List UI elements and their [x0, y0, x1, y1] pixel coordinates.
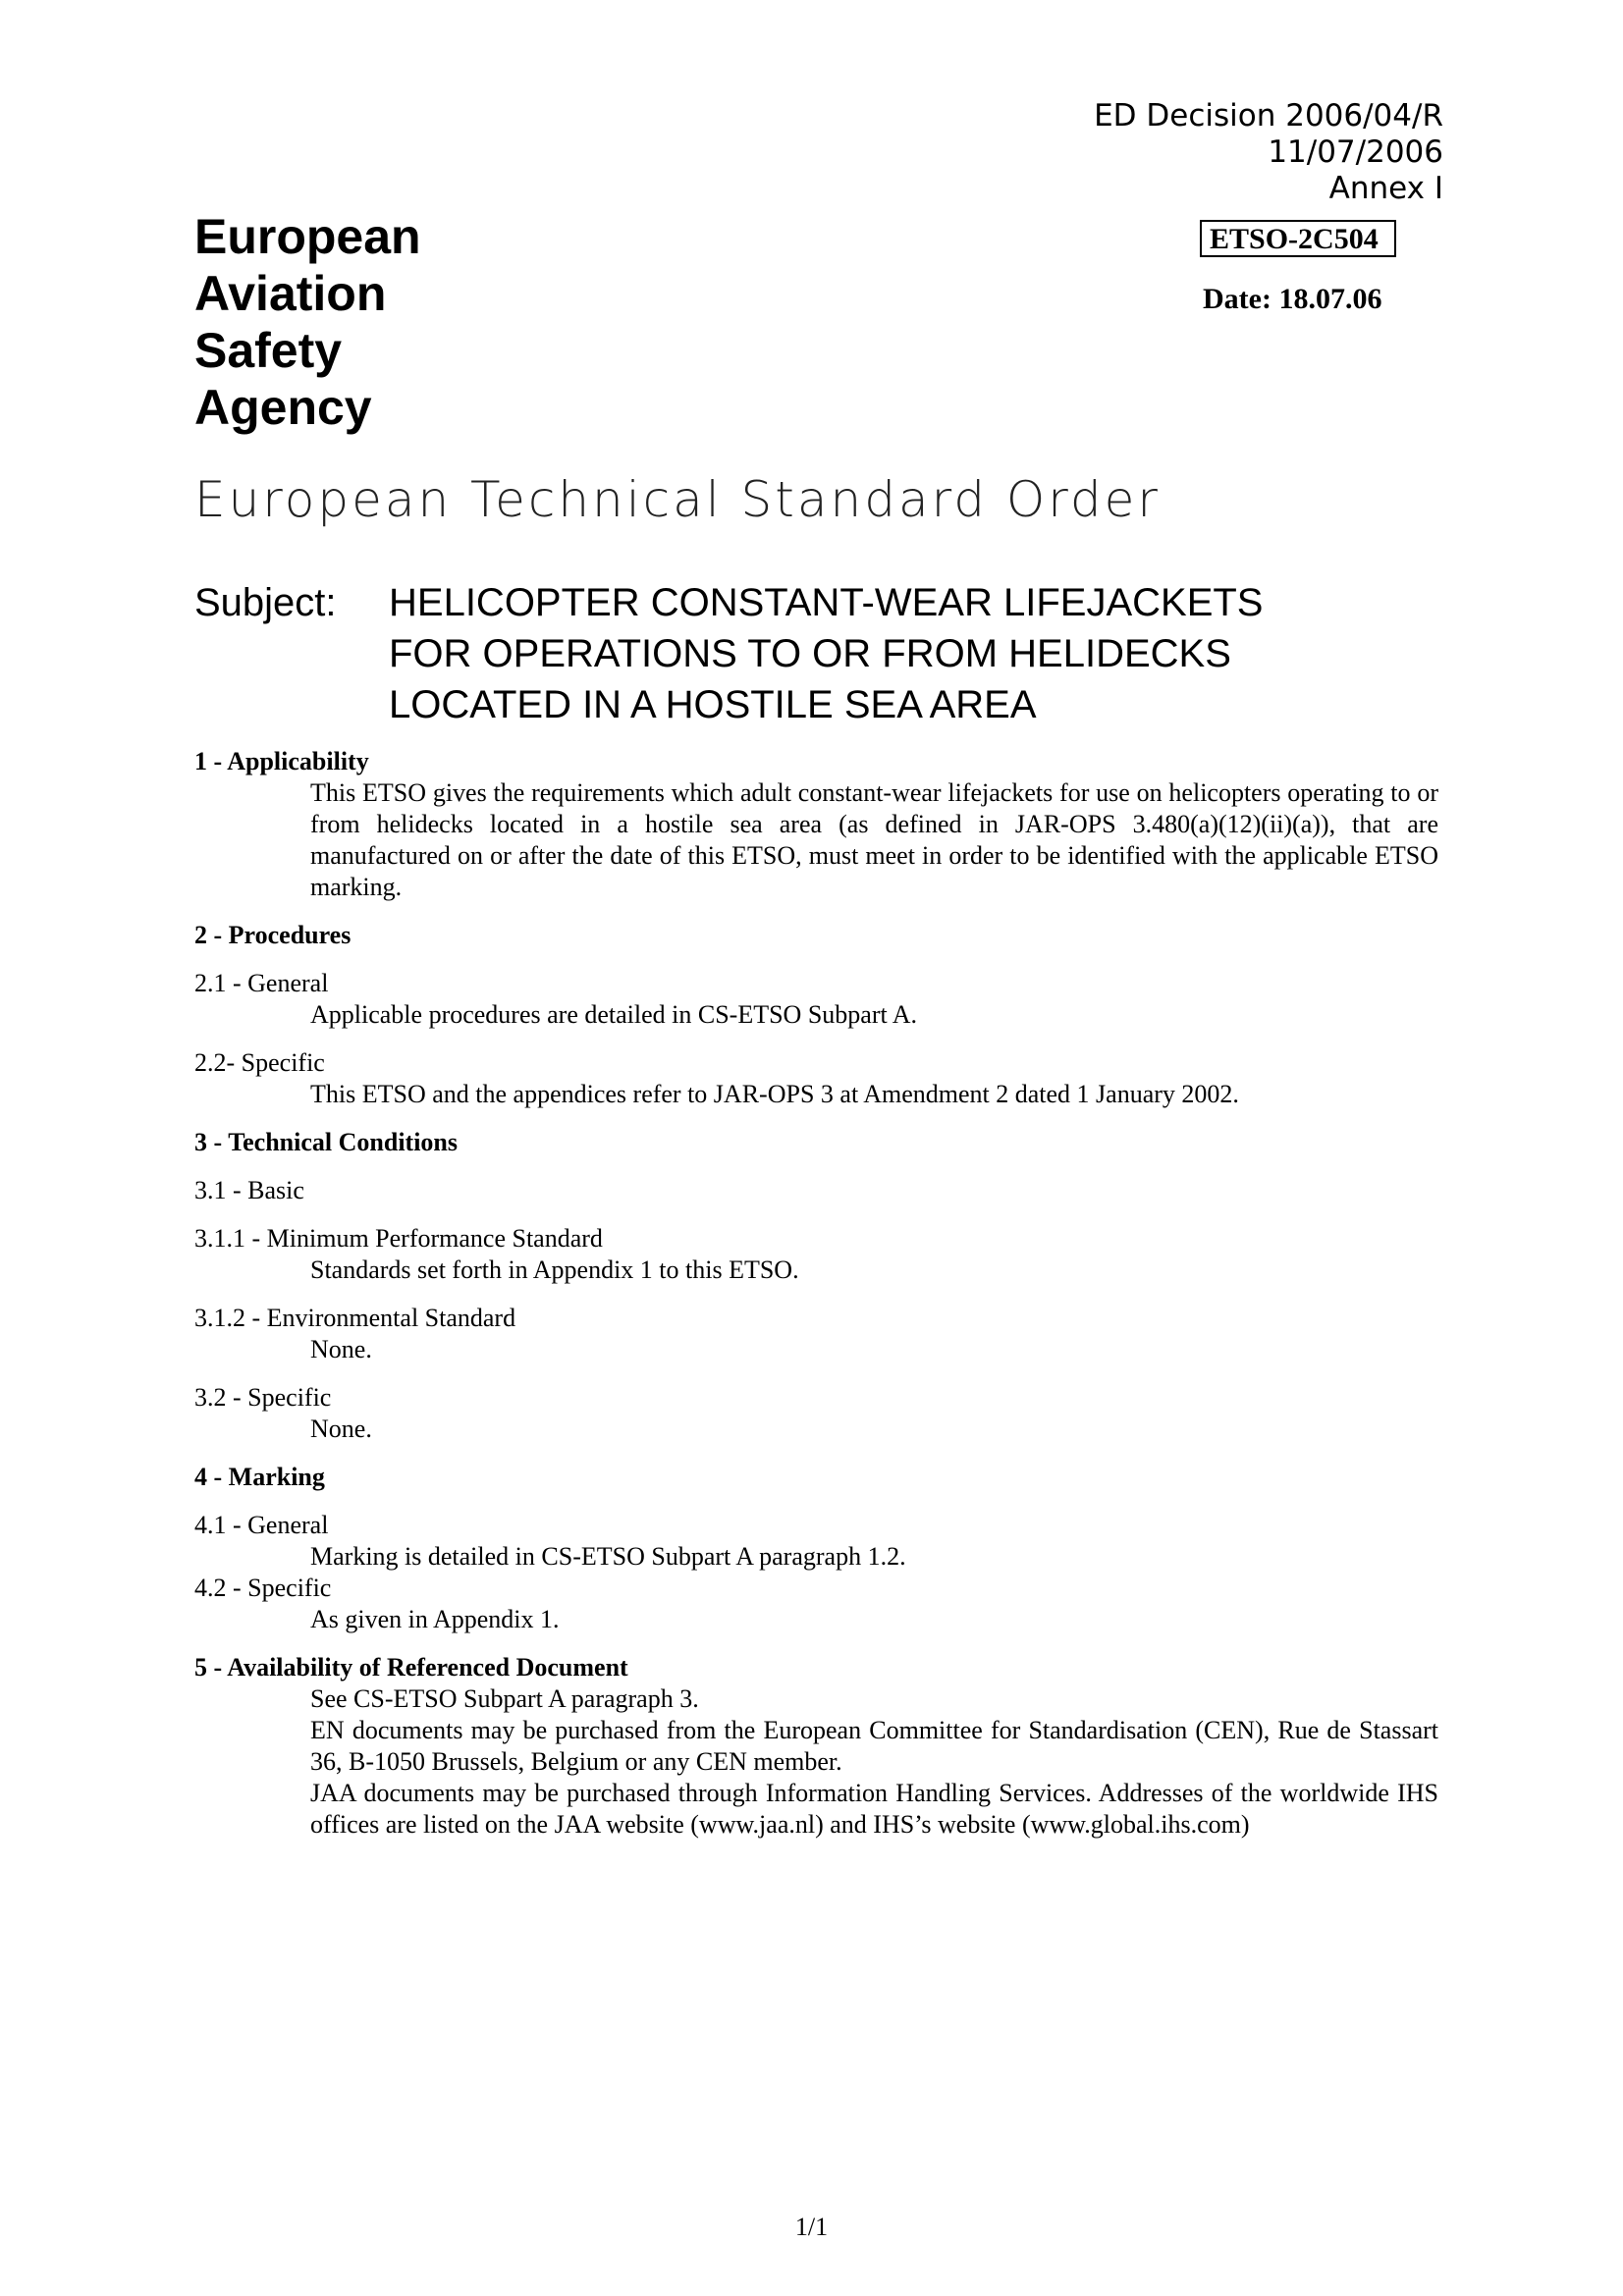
section-heading: 1 - Applicability: [194, 747, 369, 775]
agency-name: [194, 208, 421, 436]
agency-line: Agency: [194, 380, 372, 435]
subsection-heading: 2.1 - General: [194, 969, 329, 997]
section-text: EN documents may be purchased from the European Committee for Standardisation (CEN), Rue de Stassart 36, B-1050 Brussels, Belgium or any CEN member.: [310, 1716, 1438, 1776]
decision-reference: [1094, 98, 1443, 207]
subsection-heading: 3.1 - Basic: [194, 1176, 304, 1204]
subsection-heading: 3.1.1 - Minimum Performance Standard: [194, 1224, 603, 1253]
subject-line: LOCATED IN A HOSTILE SEA AREA: [389, 683, 1037, 726]
decision-date: 11/07/2006: [1268, 134, 1443, 170]
section-heading: 4 - Marking: [194, 1463, 325, 1491]
subsection-heading: 2.2- Specific: [194, 1048, 325, 1077]
section-text: See CS-ETSO Subpart A paragraph 3.: [310, 1684, 699, 1713]
section-text: None.: [310, 1415, 372, 1443]
section-heading: 5 - Availability of Referenced Document: [194, 1653, 628, 1682]
agency-line: Aviation: [194, 266, 387, 321]
section-text: Applicable procedures are detailed in CS-ETSO Subpart A.: [310, 1000, 918, 1029]
section-text: JAA documents may be purchased through Information Handling Services. Addresses of the worldwide IHS offices are listed on the JAA website (www.jaa.nl) and IHS’s website (www.global.ihs.com): [310, 1779, 1438, 1839]
subsection-heading: 3.2 - Specific: [194, 1383, 332, 1412]
document-body: [194, 746, 1438, 1841]
decision-number: ED Decision 2006/04/R: [1094, 98, 1443, 133]
section-text: Standards set forth in Appendix 1 to this ETSO.: [310, 1255, 799, 1284]
subsection-heading: 3.1.2 - Environmental Standard: [194, 1304, 516, 1332]
annex-label: Annex I: [1328, 171, 1443, 206]
section-text: This ETSO and the appendices refer to JAR-OPS 3 at Amendment 2 dated 1 January 2002.: [310, 1080, 1239, 1108]
section-text: None.: [310, 1335, 372, 1363]
order-title: European Technical Standard Order: [194, 471, 1161, 528]
etso-code-box: ETSO-2C504: [1200, 220, 1396, 257]
subject-label: Subject:: [194, 581, 337, 624]
subsection-heading: 4.1 - General: [194, 1511, 329, 1539]
section-text: This ETSO gives the requirements which adult constant-wear lifejackets for use on helicopters operating to or from helidecks located in a hostile sea area (as defined in JAR-OPS 3.480(a)(12)(ii)(a)), that are manufactured on or after the date of this ETSO, must meet in order to be identified with the applicable ETSO marking.: [310, 778, 1438, 901]
agency-line: European: [194, 209, 421, 264]
page-number: 1/1: [794, 2213, 829, 2241]
subject-line: FOR OPERATIONS TO OR FROM HELIDECKS: [389, 632, 1231, 675]
section-heading: 2 - Procedures: [194, 921, 352, 949]
agency-line: Safety: [194, 323, 343, 378]
subject-block: [194, 577, 1471, 730]
section-heading: 3 - Technical Conditions: [194, 1128, 459, 1156]
subject-line: HELICOPTER CONSTANT-WEAR LIFEJACKETS: [389, 581, 1264, 624]
section-text: As given in Appendix 1.: [310, 1605, 560, 1633]
section-text: Marking is detailed in CS-ETSO Subpart A paragraph 1.2.: [310, 1542, 906, 1571]
subsection-heading: 4.2 - Specific: [194, 1574, 332, 1602]
issue-date: Date: 18.07.06: [1203, 283, 1382, 315]
